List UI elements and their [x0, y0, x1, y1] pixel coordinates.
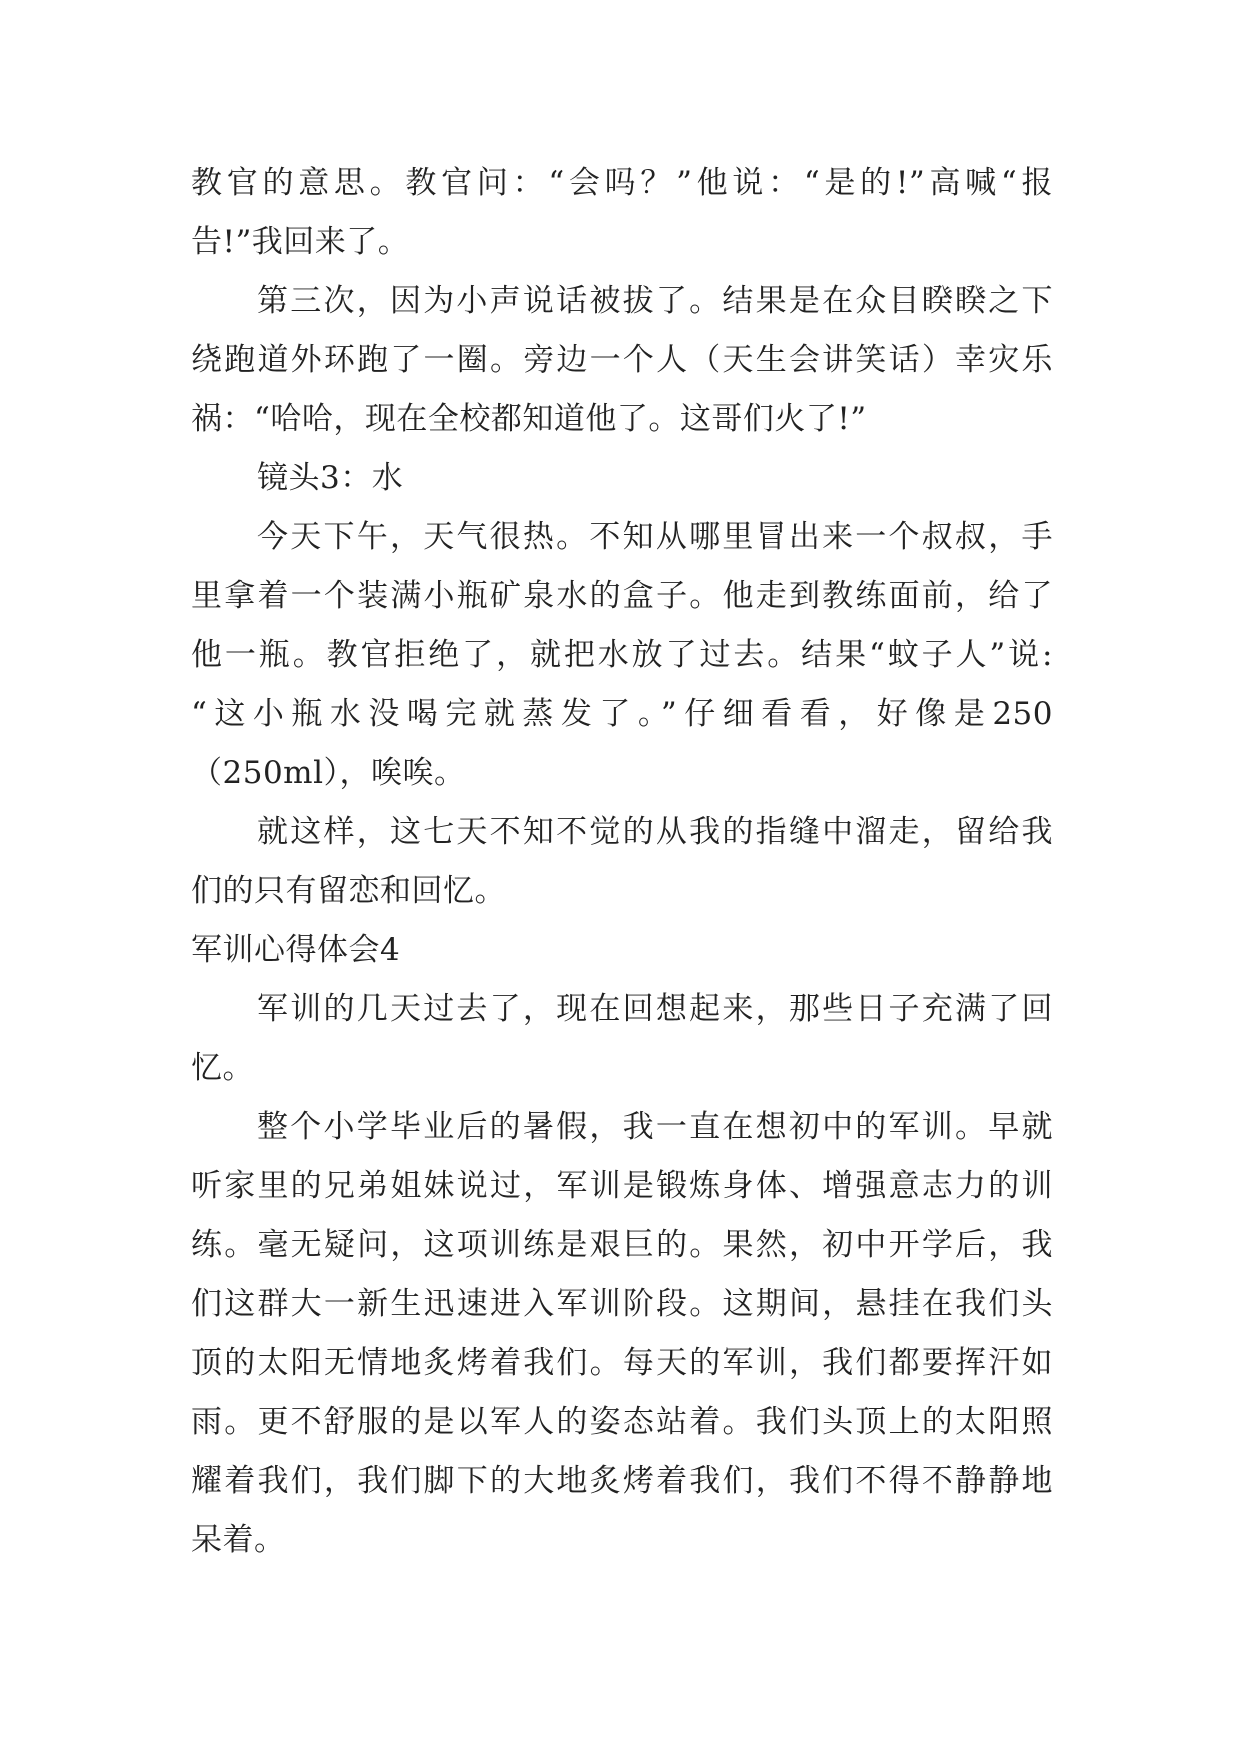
text-line: 里拿着一个装满小瓶矿泉水的盒子。他走到教练面前，给了	[191, 578, 1053, 614]
text-line: 军训的几天过去了，现在回想起来，那些日子充满了回	[257, 991, 1053, 1027]
text-line: 忆。	[191, 1050, 254, 1086]
text-line: 雨。更不舒服的是以军人的姿态站着。我们头顶上的太阳照	[191, 1404, 1053, 1440]
text-line: “这小瓶水没喝完就蒸发了。”仔细看看，好像是250	[191, 696, 1053, 732]
text-line: 就这样，这七天不知不觉的从我的指缝中溜走，留给我	[257, 814, 1053, 850]
text-line: 镜头3：水	[257, 460, 404, 496]
text-line: 第三次，因为小声说话被拔了。结果是在众目睽睽之下	[257, 283, 1053, 319]
text-line: 他一瓶。教官拒绝了，就把水放了过去。结果“蚊子人”说:	[191, 637, 1053, 673]
text-line: 耀着我们，我们脚下的大地炙烤着我们，我们不得不静静地	[191, 1463, 1053, 1499]
text-line: 告!”我回来了。	[191, 224, 410, 260]
text-line: 们的只有留恋和回忆。	[191, 873, 506, 909]
text-line: 们这群大一新生迅速进入军训阶段。这期间，悬挂在我们头	[191, 1286, 1053, 1322]
text-line: 绕跑道外环跑了一圈。旁边一个人（天生会讲笑话）幸灾乐	[191, 342, 1053, 378]
text-line: 练。毫无疑问，这项训练是艰巨的。果然，初中开学后，我	[191, 1227, 1053, 1263]
text-line: 听家里的兄弟姐妹说过，军训是锻炼身体、增强意志力的训	[191, 1168, 1053, 1204]
text-line: 教官的意思。教官问：“会吗？”他说：“是的!”高喊“报	[191, 165, 1053, 201]
text-line: 整个小学毕业后的暑假，我一直在想初中的军训。早就	[257, 1109, 1053, 1145]
document-body	[191, 154, 1053, 1570]
text-line: 今天下午，天气很热。不知从哪里冒出来一个叔叔，手	[257, 519, 1053, 555]
text-line: （250ml），唉唉。	[191, 755, 466, 791]
text-line: 呆着。	[191, 1522, 286, 1558]
section-heading: 军训心得体会4	[191, 932, 401, 968]
text-line: 祸：“哈哈，现在全校都知道他了。这哥们火了!”	[191, 401, 867, 437]
text-line: 顶的太阳无情地炙烤着我们。每天的军训，我们都要挥汗如	[191, 1345, 1053, 1381]
